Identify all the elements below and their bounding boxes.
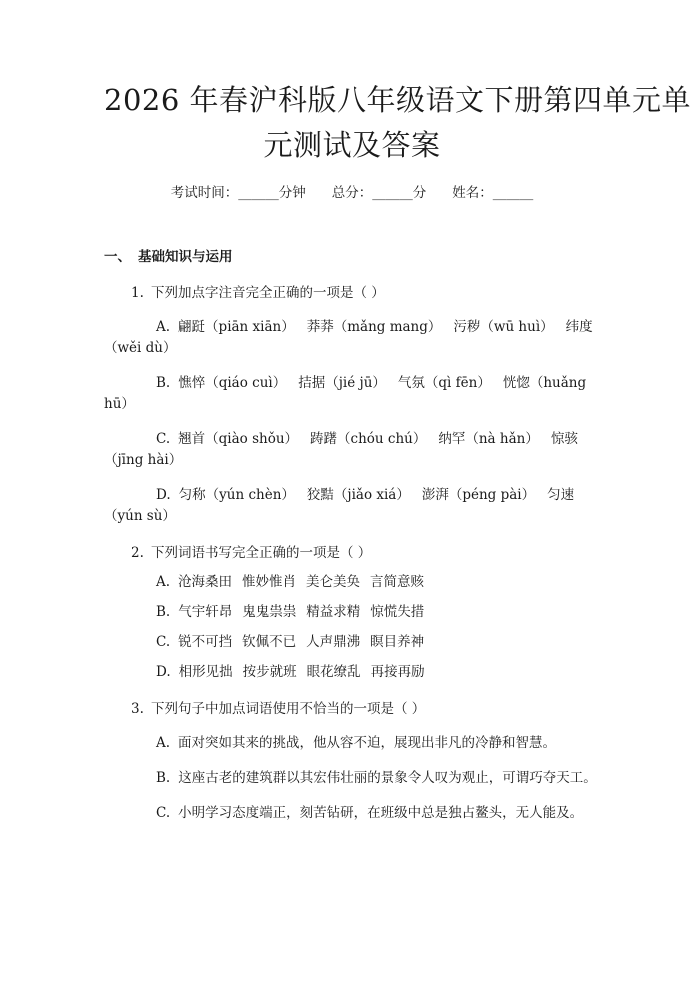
- option-text: 这座古老的建筑群以其宏伟壮丽的景象令人叹为观止，可谓巧夺天工。: [178, 770, 597, 786]
- title-line-1: 2026 年春沪科版八年级语文下册第四单元单: [104, 83, 692, 117]
- option-word: 人声鼎沸: [306, 634, 361, 650]
- option-word: 锐不可挡: [178, 634, 233, 650]
- option-letter: D.: [156, 664, 171, 680]
- option-word: 瞑目养神: [370, 634, 425, 650]
- option-letter: B.: [156, 770, 171, 786]
- question-2-option-a: [104, 572, 600, 593]
- total-score-field: 总分：______分: [331, 185, 427, 201]
- option-letter: C.: [156, 634, 171, 650]
- option-word: 精益求精: [306, 604, 361, 620]
- option-word: 莽莽（mǎng mang）: [306, 319, 442, 335]
- question-2-option-b: [104, 602, 600, 623]
- question-text: 下列句子中加点词语使用不恰当的一项是（ ）: [151, 701, 426, 717]
- option-word: 鬼鬼祟祟: [242, 604, 297, 620]
- option-word: 惊骇（jīng hài）: [104, 431, 578, 468]
- exam-page: [0, 78, 700, 983]
- option-letter: C.: [156, 431, 171, 447]
- option-word: 恍惚（huǎng hū）: [104, 375, 587, 412]
- question-3-option-c: [104, 803, 600, 824]
- section-title: 基础知识与运用: [138, 249, 233, 265]
- exam-meta: [104, 183, 600, 203]
- option-word: 气宇轩昂: [178, 604, 233, 620]
- option-word: 污秽（wū huì）: [453, 319, 554, 335]
- question-2-option-c: [104, 632, 600, 653]
- option-word: 翘首（qiào shǒu）: [178, 431, 299, 447]
- student-name-field: 姓名：______: [452, 185, 534, 201]
- option-letter: A.: [156, 319, 171, 335]
- option-word: 纳罕（nà hǎn）: [438, 431, 539, 447]
- option-word: 惊慌失措: [370, 604, 425, 620]
- option-word: 相形见拙: [178, 664, 233, 680]
- option-word: 惟妙惟肖: [242, 574, 297, 590]
- exam-time-field: 考试时间：______分钟: [170, 185, 306, 201]
- question-2-stem: [104, 543, 600, 563]
- option-word: 按步就班: [242, 664, 297, 680]
- question-3-stem: [104, 699, 600, 719]
- question-1-option-c: [104, 429, 600, 471]
- option-letter: D.: [156, 487, 171, 503]
- option-letter: A.: [156, 735, 171, 751]
- section-number: 一、: [104, 249, 131, 265]
- option-word: 匀速（yún sù）: [104, 487, 575, 524]
- option-word: 美仑美奂: [306, 574, 361, 590]
- option-letter: B.: [156, 604, 171, 620]
- question-text: 下列加点字注音完全正确的一项是（ ）: [151, 285, 385, 301]
- question-1-stem: [104, 283, 600, 303]
- option-word: 澎湃（péng pài）: [421, 487, 536, 503]
- question-3-option-a: [104, 733, 600, 754]
- option-word: 眼花缭乱: [306, 664, 361, 680]
- question-number: 3.: [131, 701, 144, 717]
- question-2-option-d: [104, 662, 600, 683]
- title-line-2: 元测试及答案: [263, 128, 441, 162]
- option-word: 再接再励: [370, 664, 425, 680]
- question-number: 2.: [131, 545, 144, 561]
- question-1-option-d: [104, 485, 600, 527]
- option-word: 踌躇（chóu chú）: [310, 431, 427, 447]
- question-1-option-a: [104, 317, 600, 359]
- option-word: 匀称（yún chèn）: [178, 487, 295, 503]
- option-word: 沧海桑田: [178, 574, 233, 590]
- option-word: 狡黠（jiǎo xiá）: [306, 487, 410, 503]
- option-letter: B.: [156, 375, 171, 391]
- option-word: 纬度（wěi dù）: [104, 319, 593, 356]
- option-word: 钦佩不已: [242, 634, 297, 650]
- option-letter: A.: [156, 574, 171, 590]
- question-number: 1.: [131, 285, 144, 301]
- option-letter: C.: [156, 805, 171, 821]
- section-heading: [104, 247, 600, 267]
- option-word: 拮据（jié jū）: [298, 375, 386, 391]
- page-title: [104, 78, 692, 168]
- question-text: 下列词语书写完全正确的一项是（ ）: [151, 545, 372, 561]
- option-word: 憔悴（qiáo cuì）: [178, 375, 287, 391]
- option-word: 翩跹（piān xiān）: [178, 319, 295, 335]
- option-word: 气氛（qì fēn）: [397, 375, 491, 391]
- option-text: 面对突如其来的挑战，他从容不迫，展现出非凡的冷静和智慧。: [178, 735, 557, 751]
- option-word: 言简意赅: [370, 574, 425, 590]
- question-1-option-b: [104, 373, 600, 415]
- question-3-option-b: [104, 768, 600, 789]
- option-text: 小明学习态度端正，刻苦钻研，在班级中总是独占鳌头，无人能及。: [178, 805, 584, 821]
